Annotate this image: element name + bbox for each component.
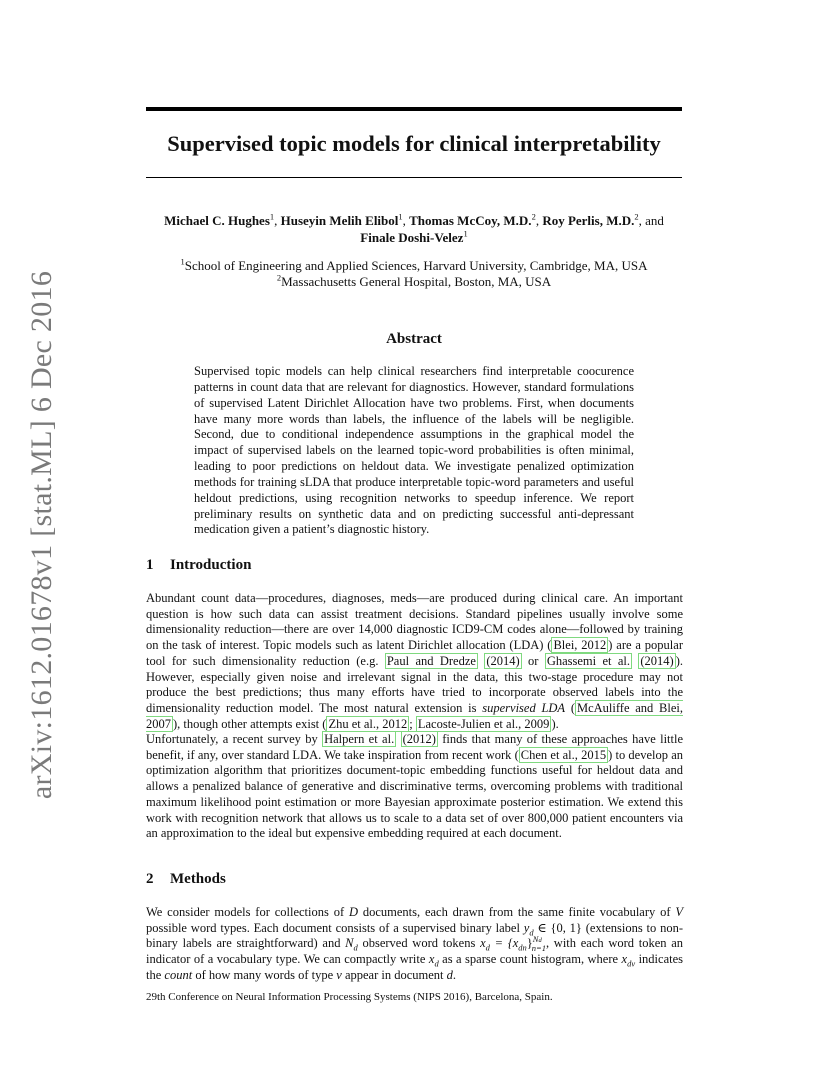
title-top-rule: [146, 107, 682, 111]
citation-link[interactable]: (2012): [402, 732, 436, 746]
citation-link[interactable]: Paul and Dredze: [386, 653, 476, 668]
section-title: Introduction: [170, 557, 252, 573]
author-affiliation-mark: 1: [463, 228, 468, 239]
author-affiliation-mark: 2: [634, 211, 639, 222]
affiliation-text: School of Engineering and Applied Sciences, Harvard University, Cambridge, MA, USA: [184, 258, 648, 273]
citation-link[interactable]: Chen et al., 2015: [520, 747, 607, 762]
title-bottom-rule: [146, 177, 682, 178]
author-name: Thomas McCoy, M.D.: [409, 213, 532, 228]
emphasized-term: supervised LDA: [482, 700, 566, 715]
introduction-paragraph-2: Unfortunately, a recent survey by Halpern et al. (2012) finds that many of these approaches have little benefit, if any, over standard LDA. We take inspiration from recent work ( Chen et al., 2015 ) to develop an optimization algorithm that prioritizes document-topic embedding functions useful for heldout data and allows a penalized balance of generative and discriminative terms, overcoming problems with traditional maximum likelihood point estimation or more Bayesian approximate posterior estimation. We extend this work with recognition network that allows us to scale to a data set of over 800,000 patient encounters via an approximation to the ideal but expensive embedding required at each document.: [146, 732, 684, 841]
author-conjunction: and: [645, 213, 664, 228]
affiliation-list: [146, 258, 682, 289]
affiliation-line: [146, 258, 682, 274]
arxiv-identifier-text: arXiv:1612.01678v1 [stat.ML] 6 Dec 2016: [25, 270, 58, 800]
author-list: Michael C. Hughes$^1$, Huseyin Melih Elibol$^1$, Thomas McCoy, M.D.$^2$, Roy Perlis, M.D.$^2$, and Finale Doshi-Velez$^1$: [164, 211, 664, 245]
citation-link[interactable]: (2014): [486, 653, 520, 668]
author-name: Roy Perlis, M.D.: [542, 213, 635, 228]
methods-paragraph-1: We consider models for collections of D documents, each drawn from the same finite vocabulary of V possible word types. Each document consists of a supervised binary label $y_d$ ∈ {0, 1} (extensions to non-binary labels are straightforward) and $N_d$ observed word tokens $x_d = \{x_{dn}\}^{Nd}_{n=1}$, with each word token an indicator of a vocabulary type. We can compactly write $x_d$ as a sparse count histogram, where $x_{dv}$ indicates the count of how many words of type v appear in document d.: [146, 905, 684, 982]
citation-link[interactable]: Blei, 2012: [553, 638, 607, 653]
abstract-heading: Abstract: [386, 331, 442, 347]
section-title: Methods: [170, 871, 226, 887]
section-number: 2: [146, 871, 154, 887]
author-affiliation-mark: 2: [531, 211, 536, 222]
emphasized-term: count: [164, 967, 193, 982]
arxiv-identifier-stamp: [22, 270, 62, 800]
citation-link[interactable]: McAuliffe and Blei, 2007: [146, 700, 683, 731]
author-name: Michael C. Hughes: [164, 213, 270, 228]
affiliation-mark: 2: [276, 272, 282, 283]
section-number: 1: [146, 557, 154, 573]
author-affiliation-mark: 1: [269, 211, 275, 222]
citation-link[interactable]: Halpern et al.: [324, 732, 395, 746]
abstract-text: Supervised topic models can help clinical researchers find interpretable coocurence patterns in count data that are relevant for diagnostics. However, standard formulations of supervised Latent Dirichlet Allocation have two problems. First, when documents have many more words than labels, the influence of the labels will be negligible. Second, due to conditional independence assumptions in the graphical model the impact of supervised labels on the learned topic-word probabilities is often minimal, leading to poor predictions on heldout data. We investigate penalized optimization methods for training sLDA that produce interpretable topic-word parameters and useful heldout predictions, using recognition networks to speedup inference. We report preliminary results on synthetic data and on predicting successful anti-depressant medication given a patient’s diagnostic history.: [194, 364, 634, 537]
affiliation-mark: 1: [180, 256, 185, 267]
affiliation-text: Massachusetts General Hospital, Boston, MA, USA: [281, 273, 552, 289]
author-name: Huseyin Melih Elibol: [280, 213, 399, 228]
introduction-paragraph-1: Abundant count data—procedures, diagnoses, meds—are produced during clinical care. An important question is how such data can assist treatment decisions. Standard pipelines usually involve some dimensionality reduction—there are over 14,000 diagnostic ICD9-CM codes alone—followed by training on the task of interest. Topic models such as latent Dirichlet allocation (LDA) ( Blei, 2012 ) are a popular tool for such dimensionality reduction (e.g. Paul and Dredze (2014) or Ghassemi et al. (2014) ). However, especially given noise and irrelevant signal in the data, this two-stage procedure may not produce the best predictions; thus many efforts have tried to incorporate observed labels into the dimensionality reduction model. The most natural extension is supervised LDA ( McAuliffe and Blei, 2007 ), though other attempts exist ( Zhu et al., 2012 ; Lacoste-Julien et al., 2009 ).: [146, 591, 684, 731]
conference-footnote: 29th Conference on Neural Information Processing Systems (NIPS 2016), Barcelona, Spain.: [146, 991, 553, 1003]
citation-link[interactable]: Lacoste-Julien et al., 2009: [417, 716, 550, 731]
affiliation-line: [146, 274, 682, 290]
author-affiliation-mark: 1: [398, 211, 403, 222]
section-heading-introduction: [146, 557, 251, 574]
paper-title: Supervised topic models for clinical interpretability: [167, 131, 661, 156]
citation-link[interactable]: (2014): [640, 653, 674, 668]
citation-link[interactable]: Zhu et al., 2012: [328, 716, 408, 731]
citation-link[interactable]: Ghassemi et al.: [546, 653, 631, 668]
section-heading-methods: [146, 871, 226, 888]
author-name: Finale Doshi-Velez: [360, 230, 464, 245]
